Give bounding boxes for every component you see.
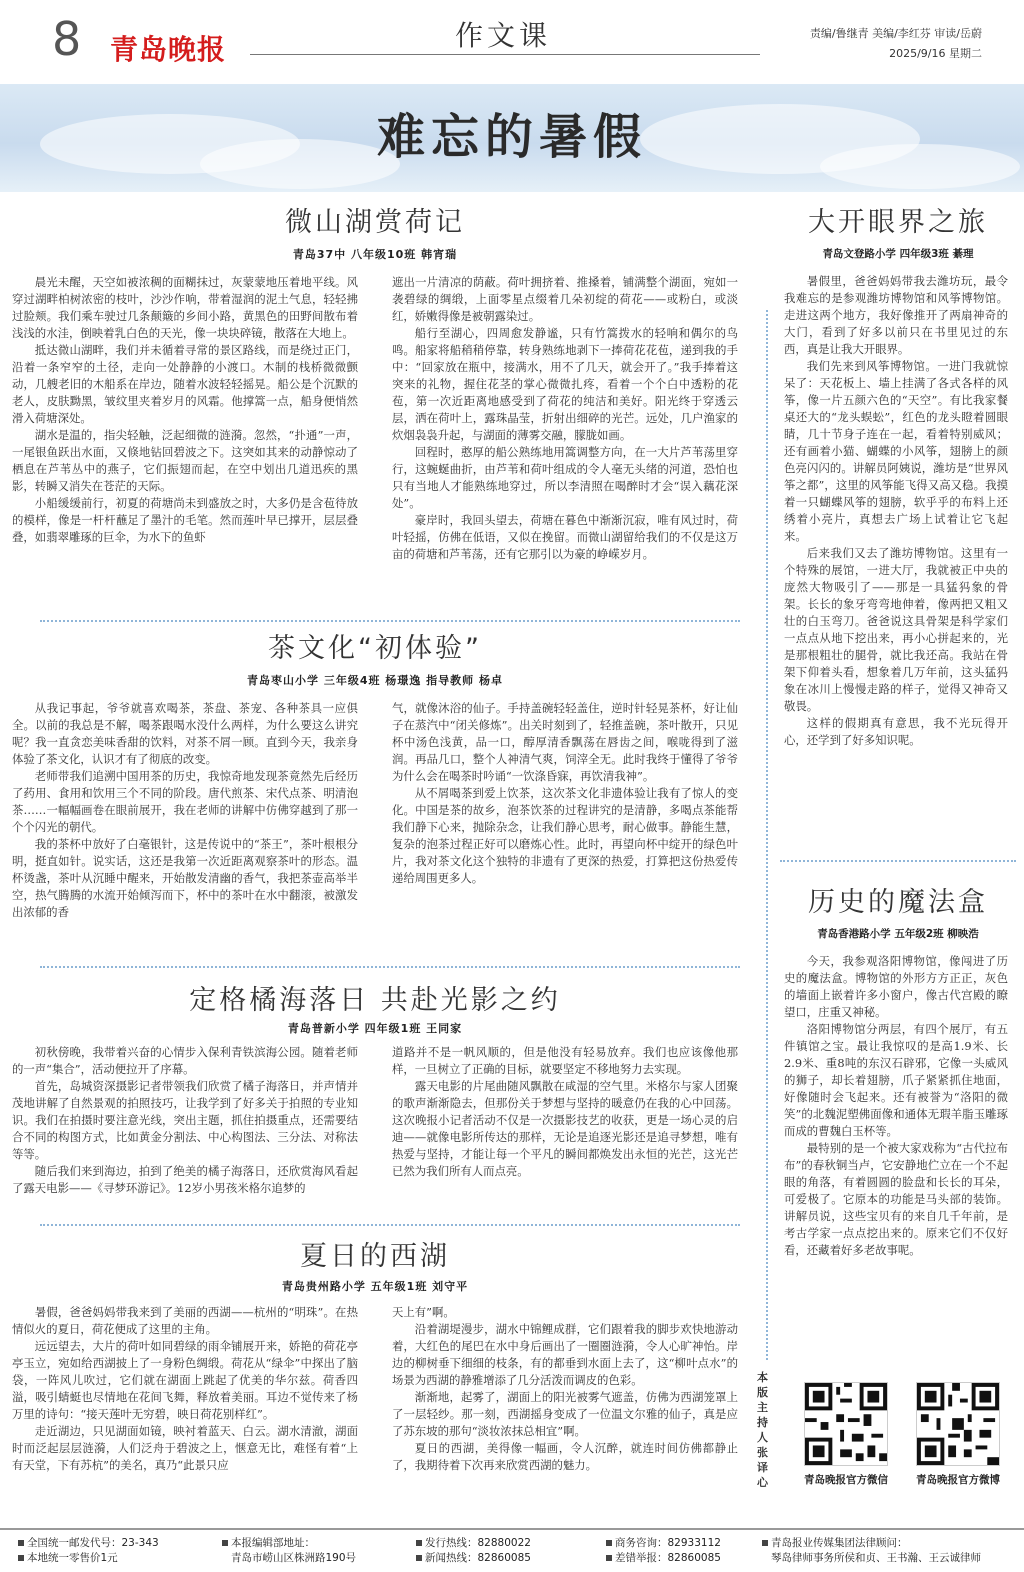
paragraph: 气，就像沐浴的仙子。手持盖碗轻轻盖住，逆时针轻晃茶杯，好让仙子在蒸汽中“闭关修炼”。出关时刻到了，轻推盖碗，茶叶散开，只见杯中汤色浅黄，品一口，醇厚清香飘荡在唇齿之间，喉咙得到了滋润。再品几口，整个人神清气爽，饲滓全无。此时我终于懂得了爷爷为什么会在喝茶时吟诵“一饮涤昏寐，再饮清我神”。	[392, 701, 738, 783]
article-orange-sea-sunset	[12, 984, 738, 1210]
article-column	[12, 274, 358, 604]
page-number: 8	[52, 12, 82, 66]
article-eye-opening-trip	[784, 206, 1012, 836]
article-title: 历史的魔法盒	[808, 887, 988, 918]
paragraph: 沿着湖堤漫步，湖水中锦鲤成群，它们跟着我的脚步欢快地游动着，大红色的尾巴在水中身后画出了一圈圈涟漪，令人心旷神怡。岸边的柳树垂下细细的枝条，有的都垂到水面上去了，这“柳叶点水”的场景为西湖的静雅增添了几分活泼而调皮的色彩。	[392, 1322, 738, 1387]
paragraph: 最特别的是一个被大家戏称为“古代拉布布”的春秋铜当卢，它安静地伫立在一个不起眼的角落，有着圆圆的脸盘和长长的耳朵，可爱极了。它原本的功能是马头部的装饰。讲解员说，这些宝贝有的来自几千年前，是考古学家一点点挖出来的。原来它们不仅好看，还藏着好多老故事呢。	[784, 1141, 1008, 1257]
column-divider	[766, 310, 768, 1360]
masthead-rule	[250, 54, 760, 55]
paragraph: 天上有”啊。	[392, 1305, 455, 1319]
article-column	[12, 1044, 358, 1204]
paragraph: 露天电影的片尾曲随风飘散在咸湿的空气里。米格尔与家人团聚的歌声渐渐隐去，但那份关于梦想与坚持的暖意仍在我的心中回荡。这次晚报小记者活动不仅是一次摄影技艺的收获，更是一场心灵的启迪——就像电影所传达的那样，无论是追逐光影还是追寻梦想，唯有热爱与坚持，才能让每一个平凡的瞬间都焕发出永恒的光芒，这光芒已然为我们所有人而点亮。	[392, 1079, 738, 1178]
paragraph: 后来我们又去了潍坊博物馆。这里有一个特殊的展馆，一进大厅，我就被正中央的庞然大物吸引了——那是一具猛犸象的骨架。长长的象牙弯弯地伸着，像两把又粗又壮的白玉弯刀。爸爸说这具骨架是科学家们一点点从地下挖出来，再小心拼起来的，光是那根粗壮的腿骨，就比我还高。我站在骨架下仰着头看，想象着几万年前，这头猛犸象在冰川上慢慢走路的样子，觉得又神奇又敬畏。	[784, 546, 1008, 713]
weibo-qr-icon	[916, 1382, 1000, 1466]
paragraph: 我的茶杯中放好了白毫银针，这是传说中的“茶王”，茶叶根根分明，挺直如针。说实话，这还是我第一次近距离观察茶叶的形态。温杯烫盏，茶叶从沉睡中醒来，开始散发清幽的香气，我把茶壶高举半空，热气腾腾的水流开始倾泻而下，杯中的茶叶在水中翻滚，被激发出浓郁的香	[12, 837, 358, 919]
masthead	[0, 0, 1024, 80]
article-byline: 青岛贵州路小学 五年级1班 刘守平	[281, 1280, 469, 1293]
paragraph: 船行至湖心，四周愈发静谧，只有竹篙拨水的轻响和偶尔的鸟鸣。船家将船稍稍停靠，转身熟练地剥下一捧荷花花苞，递到我的手中：“回家放在瓶中，接满水，用不了几天，就会开了。”我手捧着这突来的礼物，握住花茎的掌心微微扎疼，看着一个个白中透粉的花苞，第一次近距离地感受到了荷花的纯洁和美好。阳光终于穿透云层，洒在荷叶上，露珠晶莹，折射出细碎的光芒。远处，几户渔家的炊烟袅袅升起，与湖面的薄雾交融，朦胧如画。	[392, 326, 738, 442]
footer-hotlines: 发行热线：82880022 新闻热线：82860085	[416, 1536, 531, 1566]
section-title: 作文课	[455, 19, 552, 52]
paragraph: 抵达微山湖畔，我们并未循着寻常的景区路线，而是绕过正门，沿着一条窄窄的土径，走向一处静静的小渡口。木制的栈桥微微颤动，几艘老旧的木船系在岸边，随着水波轻轻摇晃。船公是个沉默的老人，皮肤黝黑，皱纹里夹着岁月的风霜。他撑篙一点，船身便悄然滑入荷塘深处。	[12, 343, 358, 425]
article-tea-culture	[12, 632, 738, 958]
footer-business: 商务咨询：82933112 差错举报：82860085	[606, 1536, 721, 1566]
page-banner	[0, 84, 1024, 192]
article-history-magic-box	[784, 886, 1012, 1360]
paragraph: 暑假，爸爸妈妈带我来到了美丽的西湖——杭州的“明珠”。在热情似火的夏日，荷花便成了这里的主角。	[12, 1305, 358, 1336]
article-column	[392, 1304, 738, 1514]
paragraph: 走近湖边，只见湖面如镜，映衬着蓝天、白云。湖水清澈，湖面时而泛起层层涟漪，人们泛舟于碧波之上，惬意无比，难怪有着“上有天堂，下有苏杭”的美名，真乃“此景只应	[12, 1424, 358, 1472]
article-column	[392, 274, 738, 604]
article-title: 大开眼界之旅	[808, 207, 988, 238]
paragraph: 渐渐地，起雾了，湖面上的阳光被雾气遮盖，仿佛为西湖笼罩上了一层轻纱。那一刻，西湖摇身变成了一位温文尔雅的仙子，真是应了苏东坡的那句“淡妆浓抹总相宜”啊。	[392, 1390, 738, 1438]
paragraph: 夏日的西湖，美得像一幅画，令人沉醉，就连时间仿佛都静止了，我期待着下次再来欣赏西湖的魅力。	[392, 1441, 738, 1472]
article-column	[392, 700, 738, 950]
paragraph: 从我记事起，爷爷就喜欢喝茶，茶盘、茶宠、各种茶具一应俱全。以前的我总是不解，喝茶跟喝水没什么两样，为什么要这么讲究呢？我一直贪恋美味香甜的饮料，对茶不屑一顾。直到今天，我亲身体验了茶文化，认识才有了彻底的改变。	[12, 701, 358, 766]
paragraph: 随后我们来到海边，拍到了绝美的橘子海落日，还欣赏海风看起了露天电影——《寻梦环游记》。12岁小男孩米格尔追梦的	[12, 1164, 358, 1195]
article-title: 夏日的西湖	[300, 1241, 450, 1272]
article-column	[12, 700, 358, 950]
paragraph: 首先，岛城资深摄影记者带领我们欣赏了橘子海落日，并声情并茂地讲解了自然景观的拍照技巧，让我学到了好多关于拍照的专业知识。我们在拍摄时要注意光线，突出主题，抓住拍摄重点，还需要结合不同的构图方式，比如黄金分割法、中心构图法、三分法、对称法等等。	[12, 1079, 358, 1161]
paragraph: 从不屑喝茶到爱上饮茶，这次茶文化非遗体验让我有了惊人的变化。中国是茶的故乡，泡茶饮茶的过程讲究的是清静，多喝点茶能帮我们静下心来，抛除杂念，让我们静心思考，耐心做事。静能生慧，复杂的泡茶过程正好可以磨炼心性。此时，再望向杯中绽开的绿色叶片，我对茶文化这个独特的非遗有了更深的热爱，打算把这份热爱传递给周围更多人。	[392, 786, 738, 885]
divider	[40, 1224, 740, 1226]
article-byline: 青岛37中 八年级10班 韩宵瑞	[292, 248, 458, 261]
footer-postal: 全国统一邮发代号：23-343 本地统一零售价1元	[18, 1536, 159, 1566]
paragraph: 这样的假期真有意思，我不光玩得开心，还学到了好多知识呢。	[784, 716, 1008, 747]
article-weishan-lake	[12, 206, 738, 612]
article-column	[784, 273, 1008, 833]
paragraph: 小船缓缓前行，初夏的荷塘尚未到盛放之时，大多仍是含苞待放的模样，像是一杆杆蘸足了墨汁的毛笔。然而莲叶早已撑开，层层叠叠，如翡翠雕琢的巨伞，为水下的鱼虾	[12, 496, 358, 544]
issue-date: 2025/9/16 星期二	[889, 47, 982, 60]
paragraph: 遮出一片清凉的荫蔽。荷叶拥挤着、推搡着，铺满整个湖面，宛如一袭碧绿的绸缎，上面零星点缀着几朵初绽的荷花——或粉白，或淡红，娇嫩得像是被朝露染过。	[392, 275, 738, 323]
wechat-qr-label: 青岛晚报官方微信	[804, 1474, 888, 1486]
wechat-qr-icon	[804, 1382, 888, 1466]
footer-legal: 青岛报业传媒集团法律顾问： 琴岛律师事务所侯和贞、王书瀚、王云诚律师	[762, 1536, 981, 1566]
paragraph: 我们先来到风筝博物馆。一进门我就惊呆了：天花板上、墙上挂满了各式各样的风筝，像一片五颜六色的“天空”。有比我家餐桌还大的“龙头蜈蚣”，红色的龙头瞪着圆眼睛，几十节身子连在一起，看着特别威风；还有画着小猫、蝴蝶的小风筝，翅膀上的颜色亮闪闪的。讲解员阿姨说，潍坊是“世界风筝之都”，这里的风筝能飞得又高又稳。我摸着一只蝴蝶风筝的翅膀，软乎乎的布料上还绣着小亮片，真想去广场上试着让它飞起来。	[784, 359, 1008, 543]
article-byline: 青岛文登路小学 四年级3班 綦理	[822, 248, 974, 260]
paragraph: 晨光未醒，天空如被浓稠的面糊抹过，灰蒙蒙地压着地平线。风穿过湖畔柏树浓密的枝叶，沙沙作响，带着湿润的泥土气息，轻轻拂过脸颊。我们乘车驶过几条颠簸的乡间小路，黄黑色的田野间散布着浅浅的水洼，倒映着乳白色的天光，像一块块碎镜，散落在大地上。	[12, 275, 358, 340]
article-column	[784, 953, 1008, 1360]
footer-address: 本报编辑部地址： 青岛市崂山区株洲路190号	[222, 1536, 356, 1566]
divider	[780, 860, 1016, 862]
paragraph: 回程时，憨厚的船公熟练地用篙调整方向，在一大片芦苇荡里穿行，这蜿蜒曲折，由芦苇和荷叶组成的令人毫无头绪的河道，恐怕也只有当地人才能熟练地穿过，所以李清照在喝醉时才会“误入藕花深处”。	[392, 445, 738, 510]
editors-line: 责编/鲁继青 美编/李红芬 审读/岳蔚	[809, 27, 982, 40]
page-host: 本版主持人 张译心	[757, 1371, 768, 1489]
paragraph: 初秋傍晚，我带着兴奋的心情步入保利青铁滨海公园。随着老师的一声“集合”，活动便拉开了序幕。	[12, 1045, 358, 1076]
article-byline: 青岛普新小学 四年级1班 王同家	[287, 1022, 463, 1035]
paragraph: 老师带我们追溯中国用茶的历史，我惊奇地发现茶竟然先后经历了药用、食用和饮用三个不同的阶段。唐代煎茶、宋代点茶、明清泡茶……一幅幅画卷在眼前展开，我在老师的讲解中仿佛穿越到了那一个个闪光的朝代。	[12, 769, 358, 834]
divider	[40, 966, 740, 968]
paragraph: 洛阳博物馆分两层，有四个展厅，有五件镇馆之宝。最让我惊叹的是高1.9米、长2.9米、重8吨的东汉石辟邪，它像一头威风的狮子，却长着翅膀，爪子紧紧抓住地面，好像随时会飞起来。还有被誉为“洛阳的微笑”的北魏泥塑佛面像和通体无瑕羊脂玉雕琢而成的曹魏白玉杯等。	[784, 1022, 1008, 1138]
article-title: 茶文化“初体验”	[268, 633, 482, 664]
paragraph: 道路并不是一帆风顺的，但是他没有轻易放弃。我们也应该像他那样，一旦树立了正确的目标，就要坚定不移地努力去实现。	[392, 1045, 738, 1076]
page-footer	[0, 1528, 1024, 1572]
paragraph: 豪岸时，我回头望去，荷塘在暮色中渐渐沉寂，唯有风过时，荷叶轻摇，仿佛在低语，又似在挽留。而微山湖留给我们的不仅是这万亩的荷塘和芦苇荡，还有它那引以为豪的峥嵘岁月。	[392, 513, 738, 561]
editor-credits	[810, 24, 982, 64]
weibo-qr-label: 青岛晚报官方微博	[916, 1474, 1000, 1486]
article-column	[12, 1304, 358, 1514]
article-title: 微山湖赏荷记	[285, 207, 465, 238]
article-west-lake	[12, 1240, 738, 1522]
paragraph: 远远望去，大片的荷叶如同碧绿的雨伞铺展开来，娇艳的荷花亭亭玉立，宛如给西湖披上了一身粉色绸缎。荷花从“绿伞”中探出了脑袋，一阵风儿吹过，它们就在湖面上跳起了优美的华尔兹。荷香四溢，吸引蜻蜓也尽情地在花间飞舞，释放着美丽。耳边不觉传来了杨万里的诗句：“接天莲叶无穷碧，映日荷花别样红”。	[12, 1339, 358, 1421]
paragraph: 湖水是温的，指尖轻触，泛起细微的涟漪。忽然，“扑通”一声，一尾银鱼跃出水面，又倏地钻回碧波之下。这突如其来的动静惊动了栖息在芦苇丛中的燕子，它们振翅而起，在空中划出几道迅疾的黑影，转瞬又消失在苍茫的天际。	[12, 428, 358, 493]
paragraph: 暑假里，爸爸妈妈带我去潍坊玩，最令我难忘的是参观潍坊博物馆和风筝博物馆。走进这两个地方，我好像推开了两扇神奇的大门，看到了好多以前只在书里见过的东西，真是让我大开眼界。	[784, 274, 1008, 356]
article-byline: 青岛香港路小学 五年级2班 柳映浩	[817, 928, 979, 940]
paragraph: 今天，我参观洛阳博物馆，像闯进了历史的魔法盒。博物馆的外形方方正正，灰色的墙面上嵌着许多小窗户，像古代宫殿的瞭望口，庄重又神秘。	[784, 954, 1008, 1019]
article-byline: 青岛枣山小学 三年级4班 杨璟逸 指导教师 杨卓	[247, 674, 503, 687]
banner-title: 难忘的暑假	[376, 109, 647, 165]
article-column	[392, 1044, 738, 1204]
article-title: 定格橘海落日 共赴光影之约	[189, 985, 561, 1016]
newspaper-logo: 青岛晚报	[110, 33, 227, 66]
divider	[40, 620, 740, 622]
